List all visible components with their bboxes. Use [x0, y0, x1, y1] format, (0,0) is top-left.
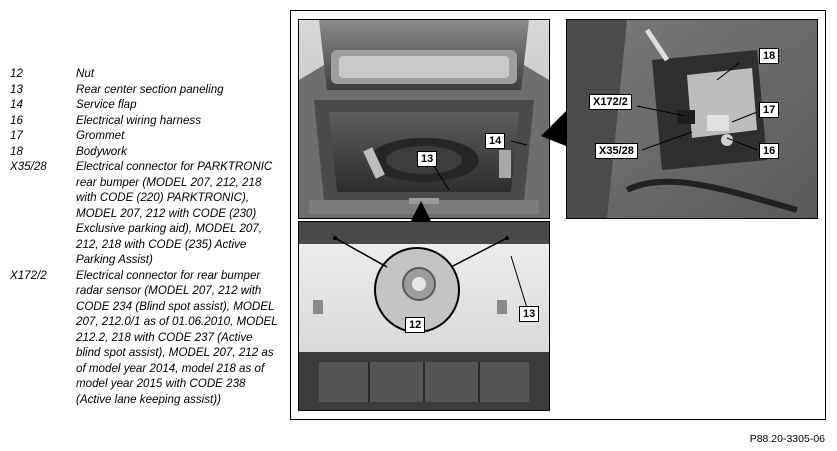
legend-code: 18	[10, 144, 23, 158]
legend-text: Electrical connector for PARKTRONIC rear bumper (MODEL 207, 212, 218 with CODE (220) PARKTRONIC), MODEL 207, 212 with CODE (230) Exclusive parking aid), MODEL 207, 212, 218 with CODE (235) Active Parking Assist)	[76, 160, 273, 266]
part-number: P88.20-3305-06	[749, 433, 825, 445]
legend-row-12	[10, 66, 280, 82]
callout-18: 18	[759, 48, 779, 64]
legend-code: 12	[10, 67, 23, 80]
legend-row-16	[10, 113, 280, 129]
legend-text: Nut	[76, 67, 95, 80]
legend-text: Bodywork	[76, 144, 127, 158]
legend-code: 16	[10, 113, 23, 127]
callout-16: 16	[759, 143, 779, 159]
callout-x172-2: X172/2	[589, 94, 632, 110]
legend-row-13	[10, 82, 280, 98]
figure-frame	[290, 10, 826, 420]
callout-x35-28: X35/28	[595, 143, 638, 159]
legend-text: Grommet	[76, 129, 125, 142]
legend-code: 17	[10, 129, 23, 142]
legend-row-14	[10, 97, 280, 113]
legend	[10, 66, 280, 407]
legend-code: X35/28	[10, 160, 47, 173]
callout-17: 17	[759, 102, 779, 118]
legend-text: Service flap	[76, 98, 137, 111]
legend-text: Electrical wiring harness	[76, 113, 202, 127]
legend-text: Electrical connector for rear bumper radar sensor (MODEL 207, 212 with CODE 234 (Blind spot assist), MODEL 207, 212.0/1 as of 01.06.2010, MODEL 212.2, 218 with CODE 237 (Active blind spot assist), MODEL 207, 212 as of model year 2014, model 218 as of model year 2015 with CODE 238 (Active lane keeping assist))	[76, 268, 278, 406]
legend-code: 14	[10, 98, 23, 111]
legend-row-x35-28	[10, 159, 280, 268]
legend-row-x172-2	[10, 268, 280, 408]
figure-connectors	[291, 11, 825, 419]
callout-12: 12	[405, 317, 425, 333]
legend-text: Rear center section paneling	[76, 82, 224, 96]
callout-13-service: 13	[519, 306, 539, 322]
legend-row-17	[10, 128, 280, 144]
callout-14: 14	[485, 133, 505, 149]
legend-row-18	[10, 144, 280, 160]
legend-code: X172/2	[10, 268, 47, 282]
callout-13: 13	[417, 151, 437, 167]
legend-code: 13	[10, 82, 23, 96]
